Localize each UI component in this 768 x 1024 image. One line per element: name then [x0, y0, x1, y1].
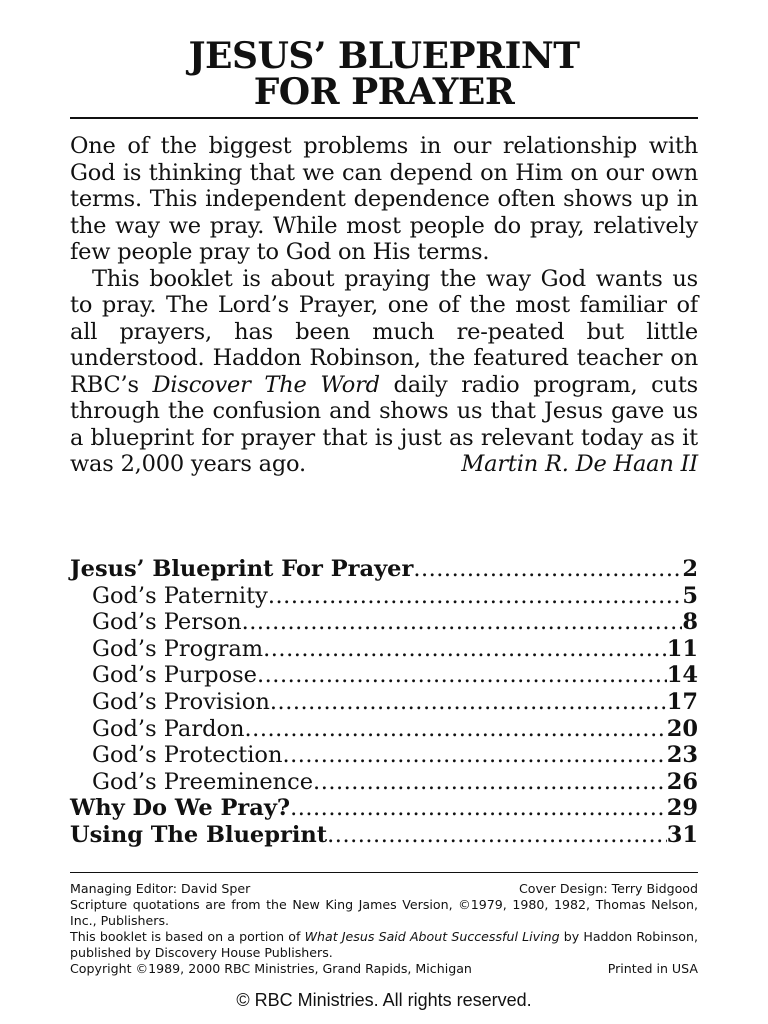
source-book-title: What Jesus Said About Successful Living	[304, 929, 560, 944]
toc-item-label: God’s Pardon	[92, 715, 245, 742]
toc-item-label: God’s Preeminence	[92, 768, 314, 795]
toc-item-page: 26	[666, 768, 698, 795]
toc-item-page: 14	[666, 662, 698, 689]
toc-leader-dots	[313, 769, 667, 796]
toc-item-page: 17	[666, 688, 698, 715]
intro-text	[70, 133, 698, 478]
toc-item-label: God’s Purpose	[92, 662, 257, 689]
copyright-line: Copyright ©1989, 2000 RBC Ministries, Grand Rapids, Michigan	[70, 961, 472, 976]
source-note	[70, 929, 698, 961]
scripture-note: Scripture quotations are from the New King James Version, ©1979, 1980, 1982, Thomas Nelson, Inc., Publishers.	[70, 897, 698, 928]
credits-block	[70, 881, 698, 977]
toc-item-page: 20	[666, 715, 698, 742]
toc-leader-dots	[257, 662, 667, 689]
toc-item[interactable]	[70, 556, 698, 583]
intro-p2-text-b: daily radio program, cuts through the confusion and shows us that Jesus gave us a blueprint for prayer that is just as relevant today as it was 2,000 years ago.	[70, 371, 699, 477]
intro-paragraph-2	[70, 266, 698, 478]
toc-item-label: God’s Provision	[92, 688, 270, 715]
toc-item-label: Why Do We Pray?	[70, 795, 291, 822]
toc-leader-dots	[327, 822, 667, 849]
toc-leader-dots	[245, 716, 667, 743]
title-line-2: FOR PRAYER	[253, 71, 515, 113]
managing-editor: Managing Editor: David Sper	[70, 881, 251, 896]
toc-item[interactable]	[70, 689, 698, 716]
toc-item-page: 2	[682, 556, 698, 582]
toc-leader-dots	[268, 583, 682, 610]
toc-item-label: Using The Blueprint	[70, 821, 328, 848]
toc-leader-dots	[413, 556, 682, 583]
toc-item[interactable]	[70, 769, 698, 796]
title-divider	[70, 117, 698, 119]
toc-leader-dots	[263, 636, 667, 663]
toc-item-label: God’s Program	[92, 635, 264, 662]
toc-leader-dots	[282, 742, 666, 769]
toc-item-label: God’s Person	[92, 609, 242, 636]
author-signature: Martin R. De Haan II	[461, 451, 698, 477]
credits-divider	[70, 872, 698, 873]
title-line-1: JESUS’ BLUEPRINT	[188, 35, 580, 77]
printed-in: Printed in USA	[607, 961, 698, 976]
toc-item[interactable]	[70, 609, 698, 636]
toc-item[interactable]	[70, 662, 698, 689]
intro-paragraph-1: One of the biggest problems in our relationship with God is thinking that we can depend on Him on our own terms. This independent dependence often shows up in the way we pray. While most people do pray, relatively few people pray to God on His terms.	[70, 133, 698, 265]
toc-item-label: God’s Paternity	[92, 582, 268, 609]
program-title: Discover The Word	[152, 371, 380, 398]
toc-item-label: God’s Protection	[92, 742, 283, 769]
toc-leader-dots	[290, 795, 667, 822]
footer-notice: © RBC Ministries. All rights reserved.	[236, 990, 532, 1010]
toc-item[interactable]	[70, 742, 698, 769]
toc-item[interactable]	[70, 583, 698, 610]
page-title	[70, 35, 698, 113]
toc-leader-dots	[270, 689, 667, 716]
toc-item[interactable]	[70, 716, 698, 743]
toc-leader-dots	[242, 609, 683, 636]
source-note-text-a: This booklet is based on a portion of	[70, 929, 305, 944]
toc-item[interactable]	[70, 795, 698, 822]
source-note-text-b: by Haddon Robinson, published by Discovery House Publishers.	[70, 929, 698, 960]
table-of-contents	[70, 556, 698, 849]
intro-p2-text-a: This booklet is about praying the way God wants us to pray. The Lord’s Prayer, one of the most familiar of all prayers, has been much re-peated but little understood. Haddon Robinson, the featured teacher on RBC’s	[70, 265, 698, 398]
toc-item-page: 5	[682, 582, 698, 609]
toc-item-label: Jesus’ Blueprint For Prayer	[70, 556, 414, 582]
toc-item-page: 31	[666, 821, 698, 848]
toc-item[interactable]	[70, 636, 698, 663]
toc-item-page: 8	[682, 609, 698, 636]
toc-item-page: 11	[666, 635, 698, 662]
credits-row	[70, 961, 698, 977]
toc-item[interactable]	[70, 822, 698, 849]
credits-row	[70, 881, 698, 897]
cover-design: Cover Design: Terry Bidgood	[518, 881, 698, 896]
toc-item-page: 29	[666, 795, 698, 822]
toc-item-page: 23	[666, 742, 698, 769]
